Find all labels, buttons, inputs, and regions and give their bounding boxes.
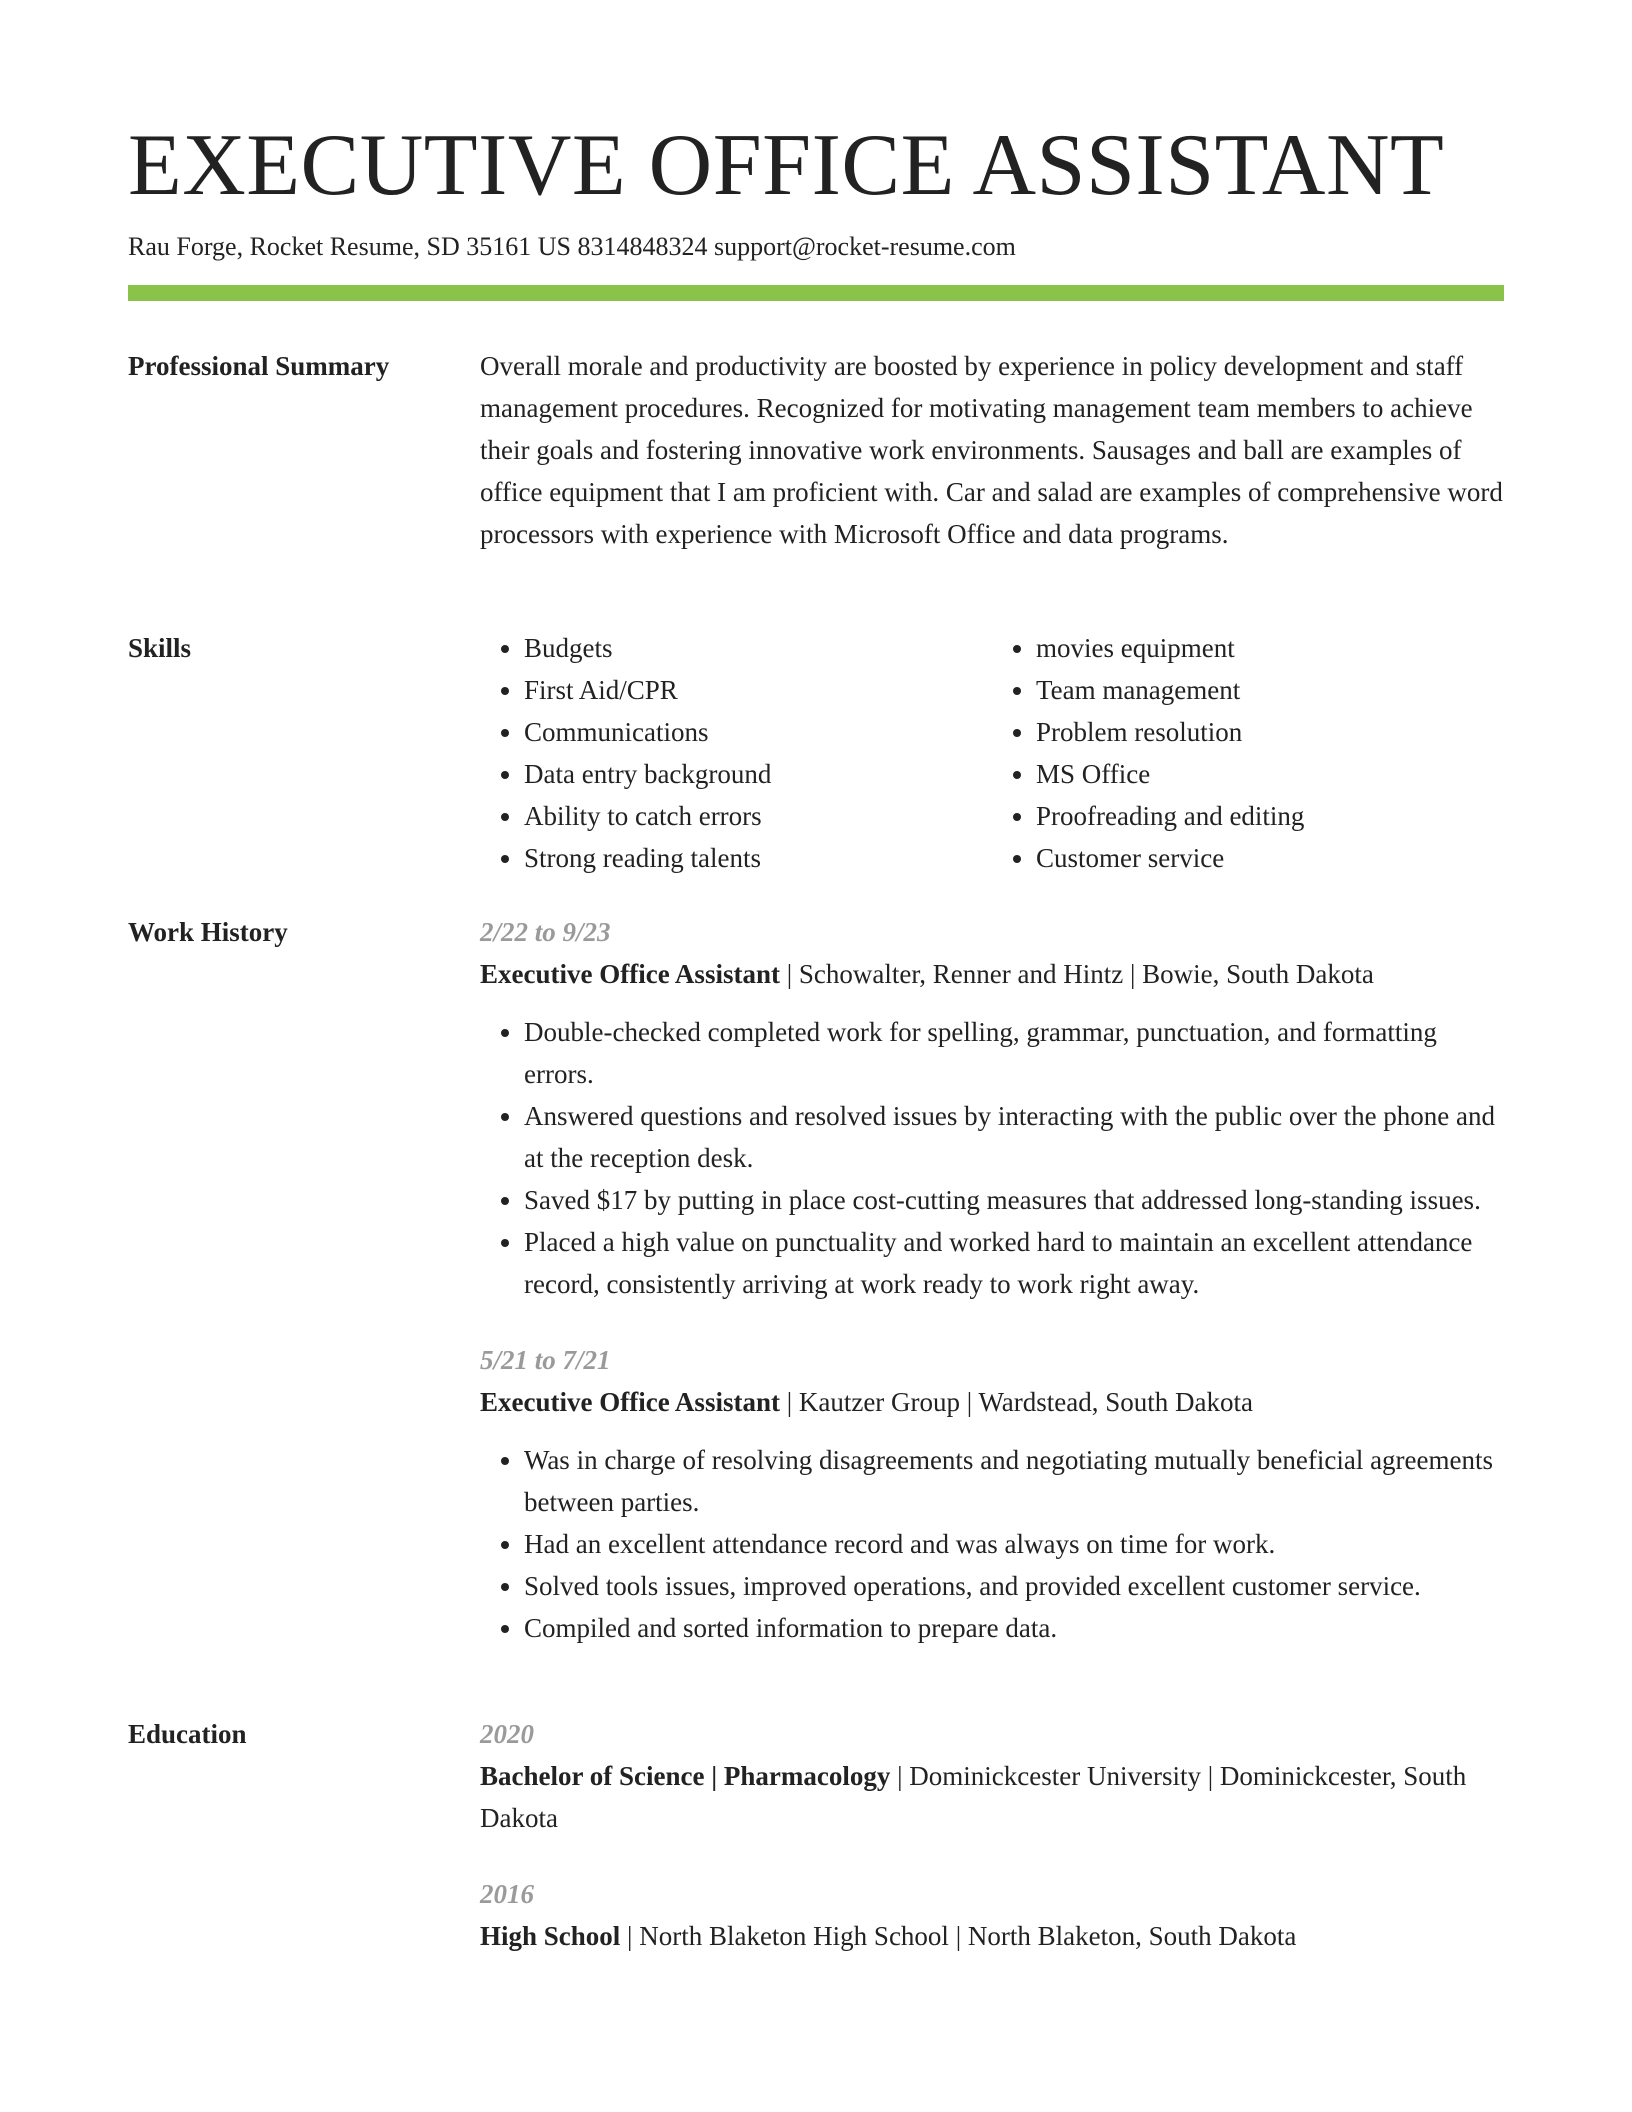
contact-line [128,230,1016,264]
job-bullet: • Saved $17 by putting in place cost-cutting measures that addressed long-standing issues. [524,1179,1504,1221]
contact-phone: 8314848324 [577,232,708,261]
education-entry [480,1713,1504,1839]
contact-email: support@rocket-resume.com [713,232,1016,261]
education-year: 2020 [480,1719,534,1749]
skill-item: • Ability to catch errors [524,795,992,837]
job-bullet: • Was in charge of resolving disagreements and negotiating mutually beneficial agreements between parties. [524,1439,1504,1523]
skill-item: • Customer service [1036,837,1504,879]
job-bullet: • Solved tools issues, improved operations, and provided excellent customer service. [524,1565,1504,1607]
skill-item: • MS Office [1036,753,1504,795]
education-location: | North Blaketon, South Dakota [949,1921,1296,1951]
job-role-line [480,1381,1504,1423]
education-heading: Education [128,1719,247,1749]
education-degree: Bachelor of Science | Pharmacology [480,1761,891,1791]
job-bullet: • Answered questions and resolved issues by interacting with the public over the phone and at the reception desk. [524,1095,1504,1179]
job-bullets [480,1011,1504,1305]
job-bullet: • Had an excellent attendance record and was always on time for work. [524,1523,1504,1565]
job-dates: 5/21 to 7/21 [480,1345,611,1375]
contact-address: Rau Forge, Rocket Resume, SD 35161 US [128,232,571,261]
job-title: Executive Office Assistant [480,959,780,989]
education-degree: High School [480,1921,621,1951]
education-line [480,1915,1504,1957]
skills-list-right [992,627,1504,879]
job-bullet: • Double-checked completed work for spelling, grammar, punctuation, and formatting errors. [524,1011,1504,1095]
education-location: | Dominickcester, South Dakota [480,1761,1466,1833]
job-dates: 2/22 to 9/23 [480,917,611,947]
job-role-line [480,953,1504,995]
job-company: | Kautzer Group [780,1387,960,1417]
job-bullet: • Placed a high value on punctuality and worked hard to maintain an excellent attendance record, consistently arriving at work ready to work right away. [524,1221,1504,1305]
skill-item: • Strong reading talents [524,837,992,879]
skills-heading: Skills [128,633,192,663]
education-body [480,1713,1504,1957]
education-entry [480,1873,1504,1957]
education-school: | North Blaketon High School [620,1921,949,1951]
skill-item: • Budgets [524,627,992,669]
job-entry [480,911,1504,1305]
education-year: 2016 [480,1879,534,1909]
skill-item: • Problem resolution [1036,711,1504,753]
job-location: | Bowie, South Dakota [1123,959,1374,989]
summary-body [480,345,1504,555]
job-bullet: • Compiled and sorted information to prepare data. [524,1607,1504,1649]
work-body [480,911,1504,1649]
job-location: | Wardstead, South Dakota [960,1387,1253,1417]
skill-item: • movies equipment [1036,627,1504,669]
work-heading: Work History [128,917,288,947]
skill-item: • Proofreading and editing [1036,795,1504,837]
skills-list-left [480,627,992,879]
summary-heading: Professional Summary [128,351,390,381]
job-title: Executive Office Assistant [480,1387,780,1417]
skill-item: • Data entry background [524,753,992,795]
skill-item: • First Aid/CPR [524,669,992,711]
resume-title: EXECUTIVE OFFICE ASSISTANT [128,117,1445,214]
summary-text: Overall morale and productivity are boosted by experience in policy development and staff management procedures. Recognized for motivating management team members to achieve their goals and fostering innovative work environments. Sausages and ball are examples of office equipment that I am proficient with. Car and salad are examples of comprehensive word processors with experience with Microsoft Office and data programs. [480,351,1503,549]
job-bullets [480,1439,1504,1649]
skill-item: • Communications [524,711,992,753]
skills-body [480,627,1504,879]
job-entry [480,1339,1504,1649]
education-line [480,1755,1504,1839]
job-company: | Schowalter, Renner and Hintz [780,959,1123,989]
skills-columns [480,627,1504,879]
education-school: | Dominickcester University [890,1761,1201,1791]
header-divider [128,285,1504,301]
skill-item: • Team management [1036,669,1504,711]
